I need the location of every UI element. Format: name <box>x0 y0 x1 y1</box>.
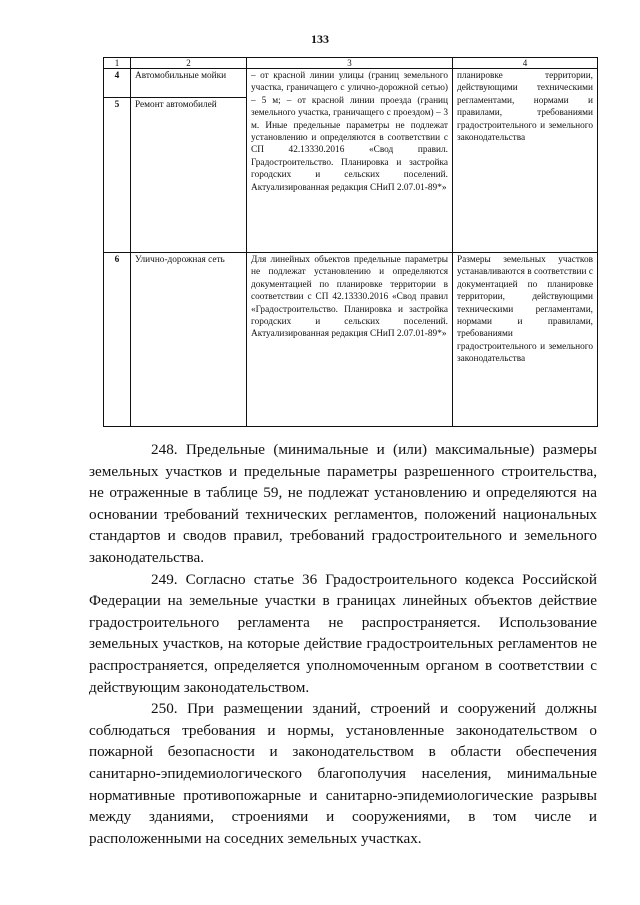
paragraph-248: 248. Предельные (минимальные и (или) максимальные) размеры земельных участков и предельные параметры разрешенного строительства, не отраженные в таблице 59, не подлежат установлению и определяются на основании требований технических регламентов, положений национальных стандартов и сводов правил, требований градостроительного и земельного законодательства. <box>89 441 597 566</box>
table-row <box>104 69 598 253</box>
object-name-cell <box>131 69 247 253</box>
table-header-row <box>104 58 598 69</box>
paragraph-250: 250. При размещении зданий, строений и сооружений должны соблюдаться требования и нормы, установленные законодательством о пожарной безопасности и законодательством в области обеспечения санитарно-эпидемиологического благополучия населения, минимальные нормативные противопожарные и санитарно-эпидемиологические разрывы между зданиями, строениями и сооружениями, в том числе и расположенными на соседних земельных участках. <box>89 700 597 847</box>
column-header: 4 <box>453 58 598 69</box>
table-row <box>104 253 598 427</box>
regulations-table <box>103 57 598 427</box>
plot-size-cell: планировке территории, действующими техническими регламентами, нормами и правилами, требованиями градостроительного и земельного законодательства <box>453 69 598 253</box>
parameters-cell: Для линейных объектов предельные параметры не подлежат установлению и определяются документацией по планировке территории в соответствии с СП 42.13330.2016 «Свод правил «Градостроительство. Планировка и застройка городских и сельских поселений. Актуализированная редакция СНиП 2.07.01-89*» <box>247 253 453 427</box>
object-name: Автомобильные мойки <box>135 71 227 81</box>
column-header: 3 <box>247 58 453 69</box>
row-number: 4 <box>114 71 120 81</box>
object-name: Ремонт автомобилей <box>131 97 246 112</box>
paragraph-249: 249. Согласно статье 36 Градостроительного кодекса Российской Федерации на земельные участки в границах линейных объектов действие градостроительного регламента не распространяется. Использование земельных участков, на которые действие градостроительных регламентов не распространяется, определяется уполномоченным органом в соответствии с действующим законодательством. <box>89 570 597 696</box>
row-number-cell: 6 <box>104 253 131 427</box>
body-text <box>89 439 597 849</box>
column-header: 1 <box>104 58 131 69</box>
object-name-cell: Улично-дорожная сеть <box>131 253 247 427</box>
page-number: 133 <box>311 32 329 46</box>
row-number: 5 <box>114 100 120 110</box>
column-header: 2 <box>131 58 247 69</box>
plot-size-cell: Размеры земельных участков устанавливаются в соответствии с документацией по планировке территории, действующими техническими регламентами, нормами и правилами, требованиями градостроительного и земельного законодательства <box>453 253 598 427</box>
parameters-cell: – от красной линии улицы (границ земельного участка, граничащего с улично-дорожной сетью) – 5 м; – от красной линии проезда (границ земельного участка, граничащего с проездом) – 3 м. Иные предельные параметры не подлежат установлению и определяются в соответствии с СП 42.13330.2016 «Свод правил. Градостроительство. Планировка и застройка городских и сельских поселений. Актуализированная редакция СНиП 2.07.01-89*» <box>247 69 453 253</box>
row-number-cell <box>104 69 131 253</box>
